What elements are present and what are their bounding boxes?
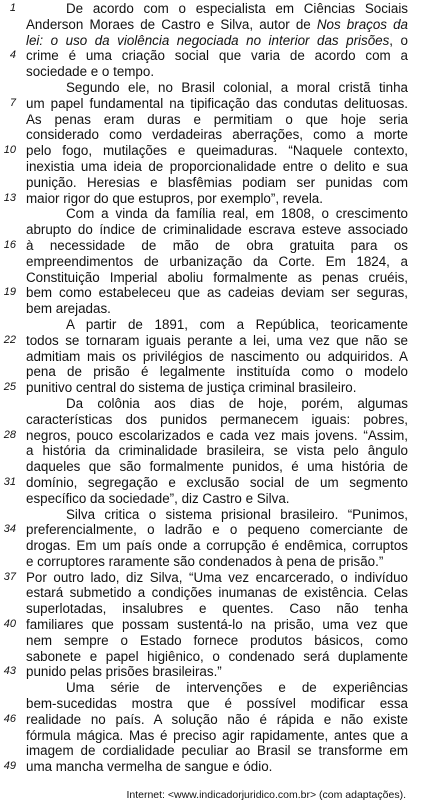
line-number-spacer [0, 459, 16, 475]
line-number-spacer [0, 206, 16, 222]
text-line: preferencialmente, o ladrão e o pequeno comerciante de [26, 522, 408, 538]
line-number: 46 [3, 712, 16, 725]
article-body [26, 1, 408, 775]
line-number-spacer [0, 491, 16, 507]
text-line: Segundo ele, no Brasil colonial, a moral cristã tinha [66, 79, 408, 95]
line-number: 1 [9, 2, 16, 14]
text-line: Da colônia aos dias de hoje, porém, algumas [66, 395, 408, 411]
line-number: 22 [3, 333, 16, 346]
line-number-spacer [0, 728, 16, 744]
text-line: pena de prisão é legalmente instituída como o modelo [26, 364, 408, 380]
text-line: Com a vinda da família real, em 1808, o crescimento [66, 206, 408, 222]
text-line: sociedade e o tempo. [26, 64, 155, 80]
text-line: admitiam mais os privilégios de nascimento ou adquiridos. A [26, 348, 408, 364]
line-number: 49 [3, 760, 16, 773]
line-number-spacer [0, 270, 16, 286]
line-number-spacer [0, 649, 16, 665]
line-number: 34 [3, 523, 16, 536]
line-number-spacer [0, 64, 16, 80]
line-number-spacer [0, 159, 16, 175]
text-line: à necessidade de mão de obra gratuita para os [26, 237, 408, 253]
line-number-spacer [0, 33, 16, 49]
text-line: a história da criminalidade brasileira, se vista pelo ângulo [26, 443, 408, 459]
text-line: características dos punidos permanecem iguais: pobres, [26, 411, 408, 427]
text-line: imagem de cordialidade peculiar ao Brasil se transforme em [26, 743, 408, 759]
text-line: considerado como verdadeiras aberrações, como a morte [26, 127, 408, 143]
line-number: 43 [3, 665, 16, 678]
line-number-spacer [0, 412, 16, 428]
text-line: domínio, segregação e exclusão social de um segmento [26, 474, 408, 490]
line-number-spacer [0, 507, 16, 523]
text-line: Silva critica o sistema prisional brasileiro. “Punimos, [66, 506, 408, 522]
text-line: sabonete e papel higiênico, o condenado será duplamente [26, 648, 408, 664]
text-line: realidade no país. A solução não é rápida e não existe [26, 711, 408, 727]
line-number-spacer [0, 175, 16, 191]
line-number: 25 [3, 381, 16, 394]
line-number-spacer [0, 743, 16, 759]
text-line: bem-sucedidas mostra que é possível modificar essa [26, 696, 408, 712]
line-number-spacer [0, 601, 16, 617]
text-line: empreendimentos de urbanização da Corte. Em 1824, a [26, 253, 408, 269]
line-number-spacer [0, 301, 16, 317]
line-number-spacer [0, 585, 16, 601]
line-number-spacer [0, 696, 16, 712]
text-line: lei: o uso da violência negociada no interior das prisões, o [26, 32, 408, 48]
text-line: Por outro lado, diz Silva, “Uma vez encarcerado, o indivíduo [26, 569, 408, 585]
line-number: 4 [9, 49, 16, 62]
text-line: um papel fundamental na tipificação das condutas delituosas. [26, 95, 408, 111]
line-number-spacer [0, 364, 16, 380]
text-line: negros, pouco escolarizados e cada vez mais jovens. “Assim, [26, 427, 408, 443]
source-citation: Internet: <www.indicadorjuridico.com.br> (com adaptações). [126, 789, 406, 801]
text-line: familiares que possam sustentá-lo na prisão, uma vez que [26, 617, 408, 633]
text-line: daqueles que são formalmente punidos, é uma história de [26, 459, 408, 475]
line-number-spacer [0, 127, 16, 143]
text-line: Uma série de intervenções e de experiências [66, 680, 408, 696]
text-line: superlotadas, insalubres e quentes. Caso não tenha [26, 601, 408, 617]
line-number-spacer [0, 317, 16, 333]
text-line: bem arejadas. [26, 301, 111, 317]
line-number-spacer [0, 538, 16, 554]
text-line: fórmula mágica. Mas é preciso agir rapidamente, antes que a [26, 727, 408, 743]
line-number-spacer [0, 80, 16, 96]
line-number-spacer [0, 396, 16, 412]
text-line: estará submetido a condições inumanas de existência. Celas [26, 585, 408, 601]
line-number-spacer [0, 680, 16, 696]
text-line: punido pelas prisões brasileiras.” [26, 664, 222, 680]
text-line: uma mancha vermelha de sangue e ódio. [26, 759, 273, 775]
text-line: punição. Heresias e blasfêmias podiam ser punidas com [26, 174, 408, 190]
text-line: nem sempre o Estado fornece produtos básicos, como [26, 632, 408, 648]
line-number-spacer [0, 222, 16, 238]
text-line: maior rigor do que estupros, por exemplo”, revela. [26, 190, 323, 206]
text-line: pelo fogo, mutilações e queimaduras. “Naquele contexto, [26, 143, 408, 159]
line-number: 10 [3, 144, 16, 157]
text-line: abrupto do índice de criminalidade escrava esteve associado [26, 222, 408, 238]
text-line: bem como estabeleceu que as cadeias deviam ser seguras, [26, 285, 408, 301]
line-number: 28 [3, 428, 16, 441]
text-line: e corruptores raramente são condenados à pena de prisão.” [26, 553, 384, 569]
line-number: 31 [3, 475, 16, 488]
line-number: 40 [3, 618, 16, 631]
text-line: drogas. Em um país onde a corrupção é endêmica, corruptos [26, 538, 408, 554]
text-line: punitivo central do sistema de justiça criminal brasileiro. [26, 380, 357, 396]
line-number: 7 [9, 96, 16, 109]
line-number-spacer [0, 17, 16, 33]
text-line: Constituição Imperial aboliu formalmente as penas cruéis, [26, 269, 408, 285]
line-number: 16 [3, 238, 16, 251]
line-number-spacer [0, 554, 16, 570]
line-number-spacer [0, 633, 16, 649]
line-numbers [0, 1, 16, 775]
line-number-spacer [0, 254, 16, 270]
line-number-spacer [0, 349, 16, 365]
text-line: crime é uma criação social que varia de acordo com a [26, 48, 408, 64]
line-number: 19 [3, 286, 16, 299]
text-line: Anderson Moraes de Castro e Silva, autor de Nos braços da [26, 16, 408, 32]
line-number-spacer [0, 443, 16, 459]
line-number: 37 [3, 570, 16, 583]
text-line: A partir de 1891, com a República, teoricamente [66, 316, 408, 332]
text-line: todos se tornaram iguais perante a lei, uma vez que não se [26, 332, 408, 348]
text-line: inexistia uma ideia de proporcionalidade entre o delito e sua [26, 158, 408, 174]
text-line: As penas eram duras e permitiam o que hoje seria [26, 111, 408, 127]
text-line: De acordo com o especialista em Ciências Sociais [66, 1, 408, 16]
line-number-spacer [0, 112, 16, 128]
text-line: específico da sociedade”, diz Castro e Silva. [26, 490, 290, 506]
line-number: 13 [3, 191, 16, 204]
